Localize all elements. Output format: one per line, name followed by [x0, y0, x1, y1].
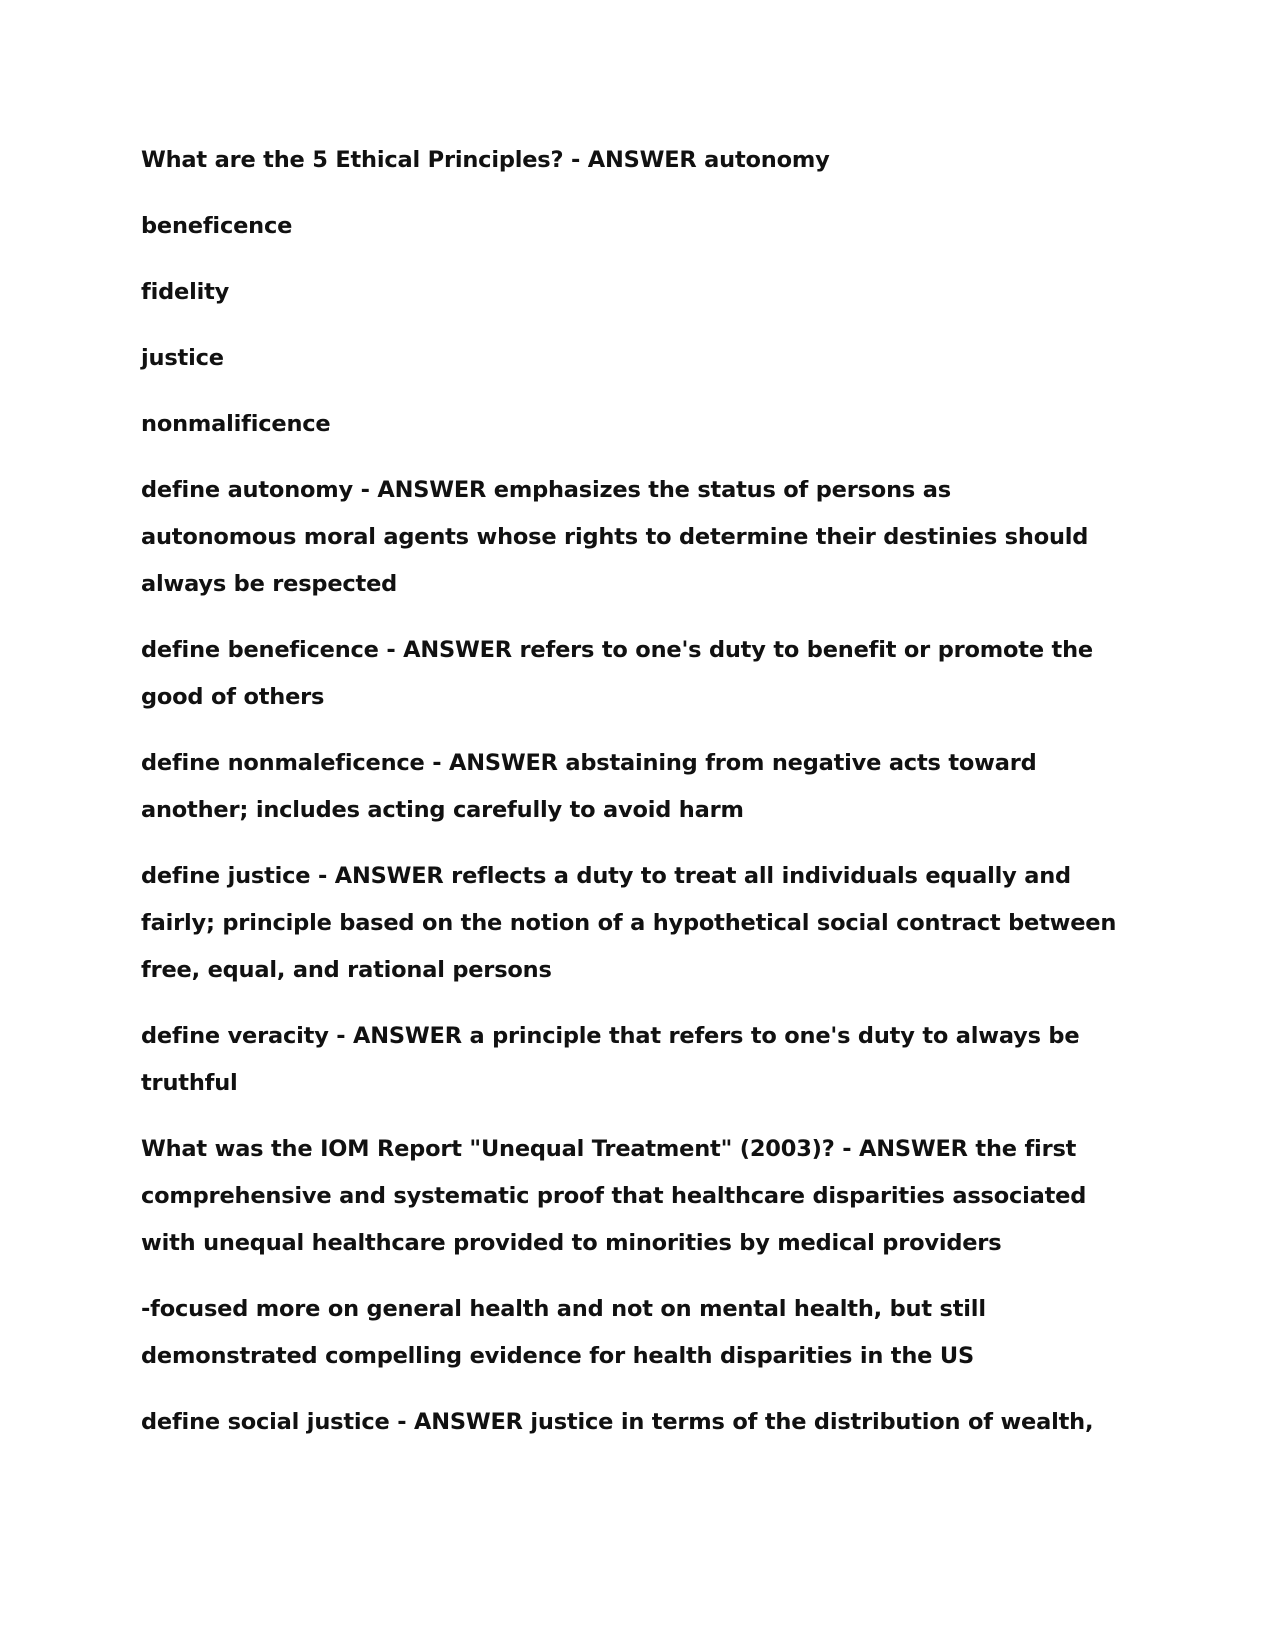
document-body	[141, 137, 1141, 1465]
text-line: define veracity - ANSWER a principle that refers to one's duty to always be	[141, 1023, 1080, 1049]
paragraph	[141, 269, 1141, 316]
text-line: What was the IOM Report "Unequal Treatment" (2003)? - ANSWER the first	[141, 1136, 1077, 1162]
text-line: define nonmaleficence - ANSWER abstaining from negative acts toward	[141, 750, 1037, 776]
paragraph	[141, 853, 1141, 994]
text-line: comprehensive and systematic proof that healthcare disparities associated	[141, 1183, 1087, 1209]
text-line: demonstrated compelling evidence for health disparities in the US	[141, 1343, 974, 1369]
text-line: autonomous moral agents whose rights to determine their destinies should	[141, 524, 1089, 550]
text-line: define justice - ANSWER reflects a duty to treat all individuals equally and	[141, 863, 1071, 889]
text-line: define beneficence - ANSWER refers to one's duty to benefit or promote the	[141, 637, 1093, 663]
text-line: good of others	[141, 684, 325, 710]
text-line: another; includes acting carefully to avoid harm	[141, 797, 744, 823]
text-line: truthful	[141, 1070, 238, 1096]
text-line: free, equal, and rational persons	[141, 957, 552, 983]
text-line: fairly; principle based on the notion of a hypothetical social contract between	[141, 910, 1117, 936]
paragraph	[141, 1013, 1141, 1107]
text-line: -focused more on general health and not on mental health, but still	[141, 1296, 986, 1322]
text-line: nonmalificence	[141, 411, 331, 437]
text-line: define autonomy - ANSWER emphasizes the status of persons as	[141, 477, 951, 503]
paragraph	[141, 203, 1141, 250]
paragraph	[141, 1286, 1141, 1380]
paragraph	[141, 740, 1141, 834]
paragraph	[141, 335, 1141, 382]
text-line: fidelity	[141, 279, 230, 305]
paragraph	[141, 1399, 1141, 1446]
text-line: What are the 5 Ethical Principles? - ANSWER autonomy	[141, 147, 830, 173]
paragraph	[141, 1126, 1141, 1267]
text-line: with unequal healthcare provided to minorities by medical providers	[141, 1230, 1002, 1256]
paragraph	[141, 627, 1141, 721]
text-line: always be respected	[141, 571, 398, 597]
text-line: beneficence	[141, 213, 293, 239]
paragraph	[141, 467, 1141, 608]
text-line: define social justice - ANSWER justice in terms of the distribution of wealth,	[141, 1409, 1094, 1435]
paragraph	[141, 401, 1141, 448]
text-line: justice	[141, 345, 224, 371]
paragraph	[141, 137, 1141, 184]
